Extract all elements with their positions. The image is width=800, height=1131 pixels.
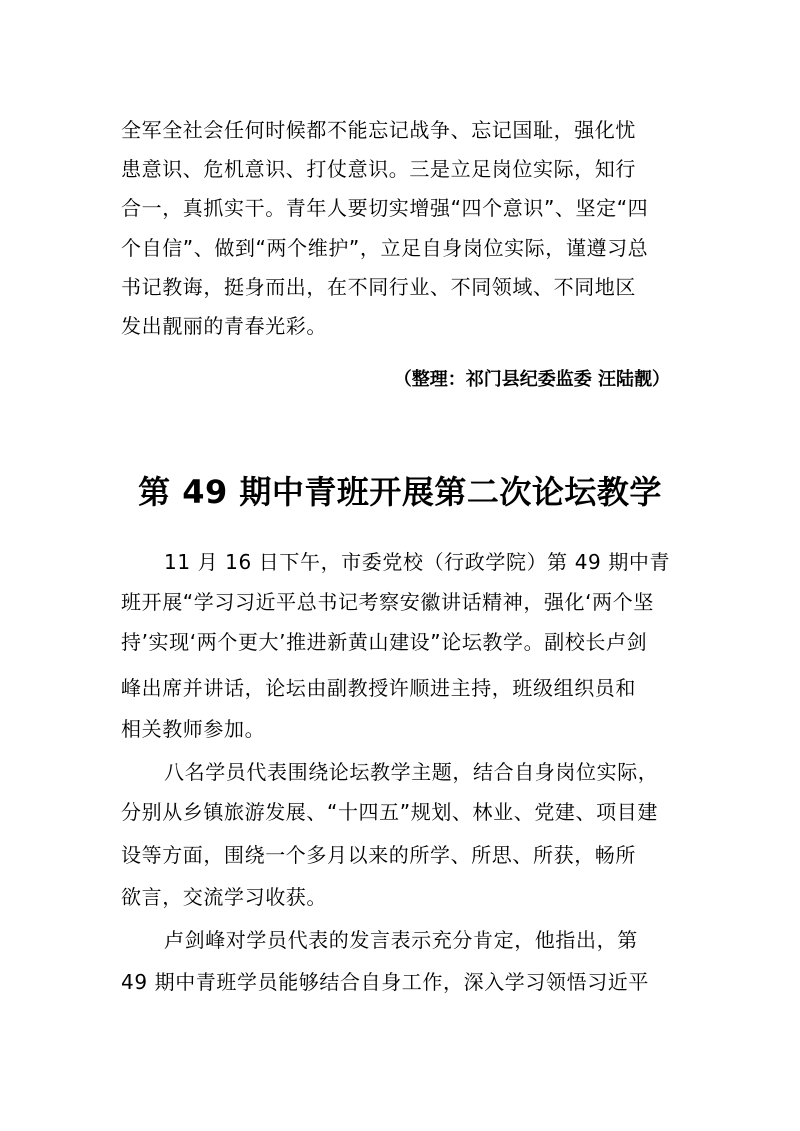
paragraph-1-line: 相关教师参加。: [121, 717, 266, 741]
body-text-line: 合一，真抓实干。青年人要切实增强“四个意识”、坚定“四: [121, 196, 649, 220]
body-text-line: 书记教诲，挺身而出，在不同行业、不同领域、不同地区: [121, 275, 636, 299]
paragraph-1-line: 11 月 16 日下午，市委党校（行政学院）第 49 期中青: [164, 550, 671, 574]
body-text-line: 患意识、危机意识、打仗意识。三是立足岗位实际，知行: [121, 157, 636, 181]
paragraph-1-line: 峰出席并讲话，论坛由副教授许顺进主持，班级组织员和: [121, 676, 636, 700]
body-text-line: 全军全社会任何时候都不能忘记战争、忘记国耻，强化忧: [121, 118, 636, 142]
article-title: 第 49 期中青班开展第二次论坛教学: [138, 473, 662, 511]
paragraph-1-line: 班开展“学习习近平总书记考察安徽讲话精神，强化‘两个坚: [121, 590, 654, 614]
paragraph-2-line: 欲言，交流学习收获。: [121, 885, 327, 909]
body-text-line: 发出靓丽的青春光彩。: [121, 314, 327, 338]
paragraph-3-line: 49 期中青班学员能够结合自身工作，深入学习领悟习近平: [121, 970, 650, 994]
paragraph-2-line: 八名学员代表围绕论坛教学主题，结合自身岗位实际，: [164, 760, 659, 784]
body-text-line: 个自信”、做到“两个维护”，立足自身岗位实际，谨遵习总: [121, 236, 649, 260]
editor-signature: （整理：祁门县纪委监委 汪陆靓）: [393, 369, 670, 390]
paragraph-2-line: 分别从乡镇旅游发展、“十四五”规划、林业、党建、项目建: [121, 800, 658, 824]
paragraph-3-line: 卢剑峰对学员代表的发言表示充分肯定，他指出，第: [164, 928, 638, 952]
paragraph-1-line: 持’实现‘两个更大’推进新黄山建设”论坛教学。副校长卢剑: [121, 630, 648, 654]
paragraph-2-line: 设等方面，围绕一个多月以来的所学、所思、所获，畅所: [121, 843, 636, 867]
